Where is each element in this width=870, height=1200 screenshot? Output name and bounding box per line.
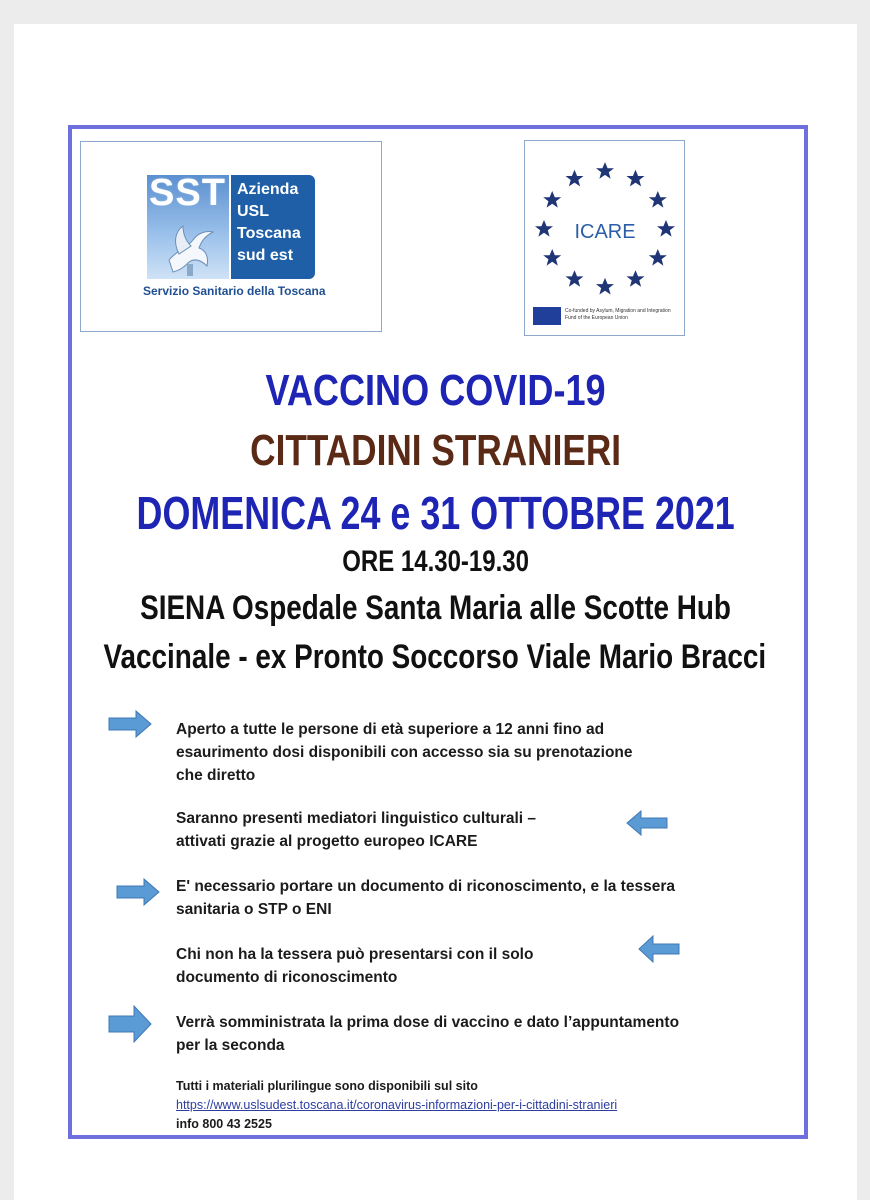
sst-box-line: USL [237, 203, 269, 220]
left-arrow-icon [638, 935, 680, 963]
eu-star-icon [535, 220, 553, 237]
right-arrow-icon [108, 710, 152, 738]
sst-logo-box [231, 175, 315, 279]
eu-funding-note: Co-funded by Asylum, Migration and Integration Fund of the European Union [565, 308, 671, 321]
eu-star-icon [649, 249, 667, 266]
info-point-line: per la seconda [176, 1037, 285, 1054]
eu-star-icon [543, 191, 561, 208]
eu-star-icon [543, 249, 561, 266]
sst-box-line: sud est [237, 247, 294, 264]
info-point [176, 1011, 679, 1057]
event-dates: DOMENICA 24 e 31 OTTOBRE 2021 [136, 487, 735, 539]
icare-logo [524, 140, 685, 336]
pegasus-icon [159, 220, 219, 276]
sst-logo-caption: Servizio Sanitario della Toscana [143, 284, 326, 298]
info-point-line: Verrà somministrata la prima dose di vaccino e dato l’appuntamento [176, 1014, 680, 1031]
info-point-line: documento di riconoscimento [176, 969, 398, 986]
sst-logo-letters: SST [149, 172, 226, 214]
sst-box-line: Toscana [237, 225, 301, 242]
eu-star-icon [627, 270, 645, 287]
eu-flag-icon [533, 307, 561, 325]
eu-star-icon [566, 270, 584, 287]
right-arrow-icon [108, 1005, 152, 1043]
poster-subtitle: CITTADINI STRANIERI [250, 426, 622, 475]
materials-note: Tutti i materiali plurilingue sono disponibili sul sito [176, 1079, 478, 1093]
info-point-line: sanitaria o STP o ENI [176, 901, 332, 918]
eu-star-icon [657, 220, 675, 237]
event-location-line-1: SIENA Ospedale Santa Maria alle Scotte Hub [140, 589, 731, 627]
icare-logo-name: ICARE [574, 221, 636, 243]
info-point-line: E' necessario portare un documento di riconoscimento, e la tessera [176, 878, 675, 895]
eu-star-icon [649, 191, 667, 208]
eu-stars-ring-icon [525, 141, 686, 307]
info-point [176, 875, 675, 921]
event-hours: ORE 14.30-19.30 [342, 545, 529, 578]
sst-box-line: Azienda [237, 181, 299, 198]
eu-star-icon [627, 170, 645, 187]
info-point-line: attivati grazie al progetto europeo ICARE [176, 833, 478, 850]
info-point [176, 807, 536, 853]
eu-star-icon [566, 170, 584, 187]
left-arrow-icon [626, 810, 668, 836]
info-point-line: Aperto a tutte le persone di età superiore a 12 anni fino ad [176, 721, 605, 738]
info-point-line: esaurimento dosi disponibili con accesso sia su prenotazione [176, 744, 633, 761]
info-point [176, 943, 533, 989]
info-point [176, 718, 633, 787]
eu-star-icon [596, 278, 614, 295]
materials-link[interactable]: https://www.uslsudest.toscana.it/coronavirus-informazioni-per-i-cittadini-stranieri [176, 1098, 618, 1112]
sst-logo [80, 141, 382, 332]
right-arrow-icon [116, 878, 160, 906]
eu-star-icon [596, 162, 614, 179]
info-phone: info 800 43 2525 [176, 1117, 272, 1131]
info-point-line: Chi non ha la tessera può presentarsi con il solo [176, 946, 534, 963]
info-point-line: che diretto [176, 767, 256, 784]
poster-title: VACCINO COVID-19 [265, 366, 606, 415]
info-point-line: Saranno presenti mediatori linguistico culturali – [176, 810, 537, 827]
event-location-line-2: Vaccinale - ex Pronto Soccorso Viale Mario Bracci [103, 638, 767, 676]
